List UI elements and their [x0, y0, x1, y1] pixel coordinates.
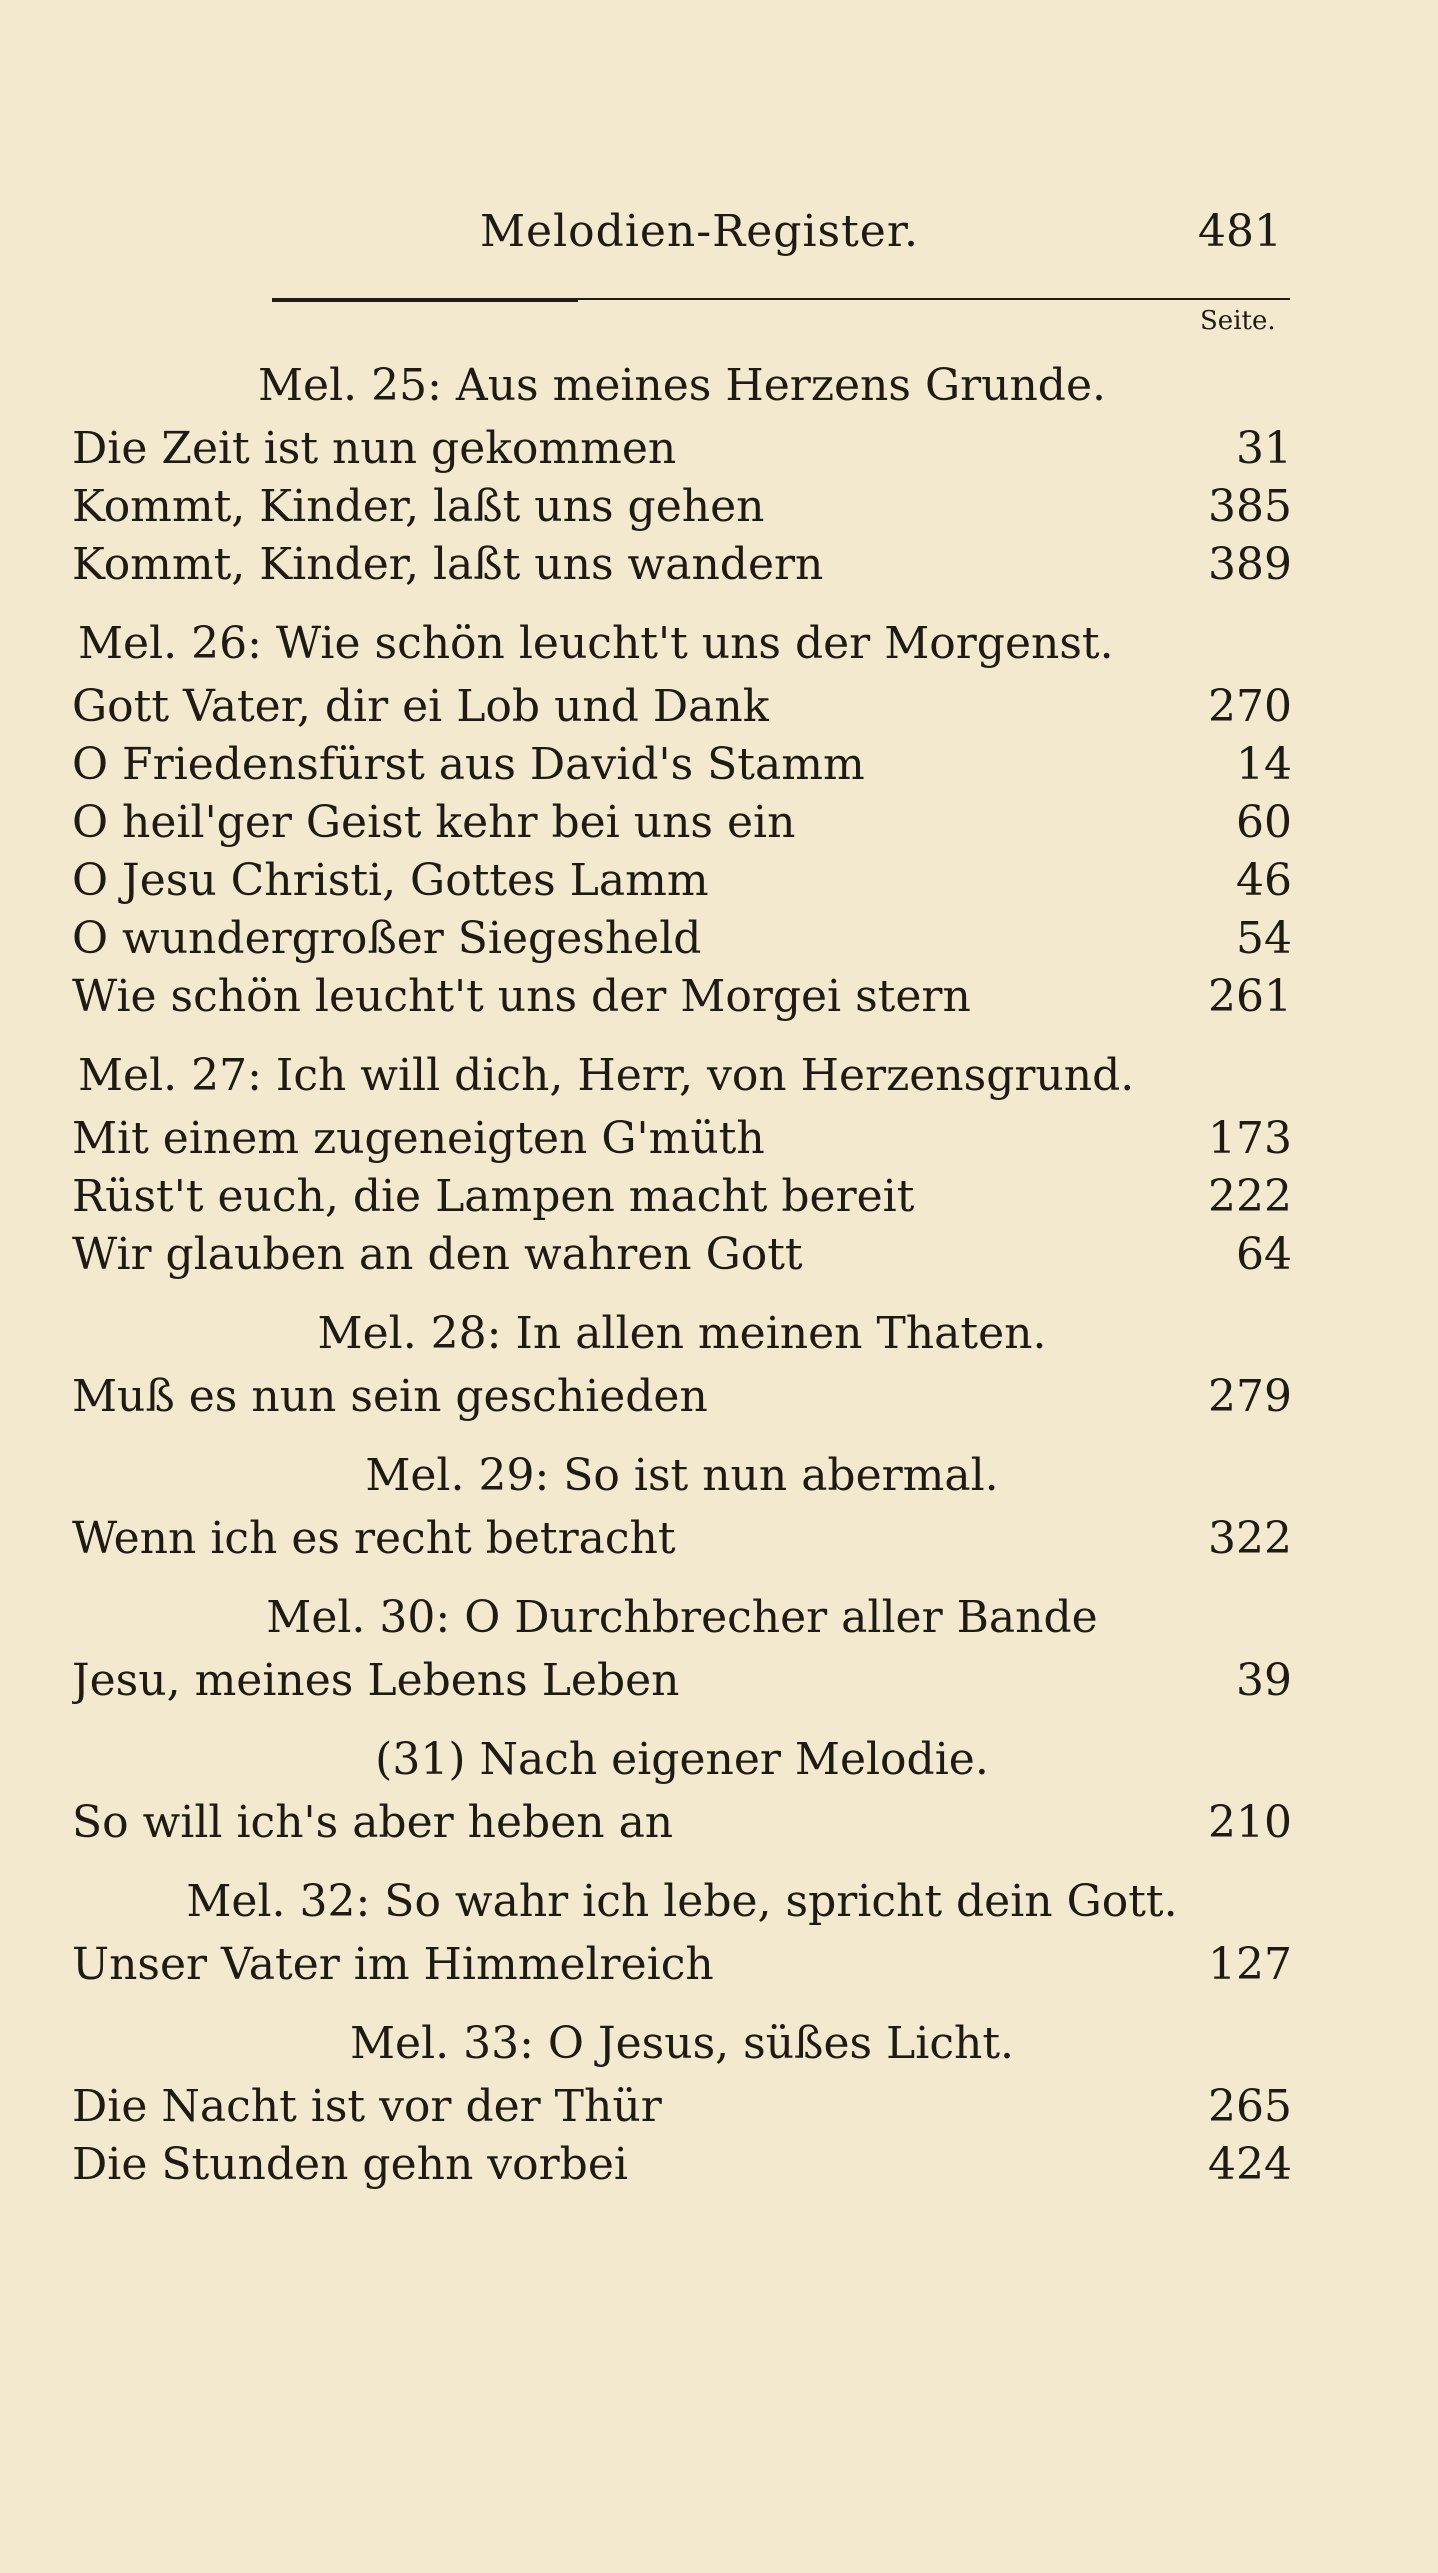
register-entry — [72, 478, 1292, 536]
hymn-title: O heil'ger Geist kehr bei uns ein — [72, 797, 796, 848]
hymn-page-number: 322 — [1208, 1513, 1292, 1564]
section-spacer — [72, 1288, 1292, 1300]
hymn-title: Kommt, Kinder, laßt uns wandern — [72, 539, 824, 590]
hymn-page-number: 261 — [1208, 971, 1292, 1022]
hymn-page-number: 222 — [1208, 1171, 1292, 1222]
hymn-page-number: 385 — [1208, 481, 1292, 532]
register-entry — [72, 2136, 1292, 2194]
register-section — [72, 1868, 1292, 1994]
register-entry — [72, 420, 1292, 478]
hymn-title: Unser Vater im Himmelreich — [72, 1939, 714, 1990]
register-section — [72, 1584, 1292, 1710]
hymn-page-number: 14 — [1236, 739, 1292, 790]
register-entry — [72, 678, 1292, 736]
hymn-page-number: 39 — [1236, 1655, 1292, 1706]
melody-heading: Mel. 27: Ich will dich, Herr, von Herzensgrund. — [78, 1050, 1135, 1101]
header-rule-thick — [272, 298, 578, 302]
register-entry — [72, 1226, 1292, 1284]
hymn-page-number: 173 — [1208, 1113, 1292, 1164]
register-entry — [72, 1652, 1292, 1710]
register-section — [72, 1726, 1292, 1852]
melody-heading: Mel. 30: O Durchbrecher aller Bande — [266, 1592, 1098, 1643]
section-spacer — [72, 2198, 1292, 2210]
hymn-title: Kommt, Kinder, laßt uns gehen — [72, 481, 765, 532]
melody-heading: (31) Nach eigener Melodie. — [375, 1734, 989, 1785]
hymn-page-number: 210 — [1208, 1797, 1292, 1848]
register-entry — [72, 536, 1292, 594]
section-spacer — [72, 598, 1292, 610]
register-entry — [72, 968, 1292, 1026]
hymn-title: Rüst't euch, die Lampen macht bereit — [72, 1171, 915, 1222]
register-entry — [72, 1110, 1292, 1168]
hymn-page-number: 127 — [1208, 1939, 1292, 1990]
melody-register-list — [72, 352, 1292, 2210]
hymn-page-number: 265 — [1208, 2081, 1292, 2132]
running-head-title: Melodien-Register. — [480, 206, 920, 257]
melody-heading: Mel. 26: Wie schön leucht't uns der Morgenst. — [78, 618, 1114, 669]
section-spacer — [72, 1430, 1292, 1442]
header-rule-thin — [578, 298, 1290, 300]
section-spacer — [72, 1998, 1292, 2010]
hymn-title: O Jesu Christi, Gottes Lamm — [72, 855, 709, 906]
hymn-title: Jesu, meines Lebens Leben — [72, 1655, 680, 1706]
hymn-page-number: 46 — [1236, 855, 1292, 906]
register-section — [72, 2010, 1292, 2194]
hymn-title: Gott Vater, dir ei Lob und Dank — [72, 681, 770, 732]
hymn-title: Muß es nun sein geschieden — [72, 1371, 708, 1422]
register-section — [72, 352, 1292, 594]
section-spacer — [72, 1714, 1292, 1726]
hymn-page-number: 424 — [1208, 2139, 1292, 2190]
melody-heading: Mel. 25: Aus meines Herzens Grunde. — [257, 360, 1106, 411]
hymn-page-number: 64 — [1236, 1229, 1292, 1280]
section-spacer — [72, 1572, 1292, 1584]
melody-heading: Mel. 33: O Jesus, süßes Licht. — [350, 2018, 1014, 2069]
hymn-title: O wundergroßer Siegesheld — [72, 913, 702, 964]
hymn-title: O Friedensfürst aus David's Stamm — [72, 739, 865, 790]
register-entry — [72, 1936, 1292, 1994]
hymn-page-number: 31 — [1236, 423, 1292, 474]
hymn-title: Die Nacht ist vor der Thür — [72, 2081, 662, 2132]
melody-heading: Mel. 32: So wahr ich lebe, spricht dein Gott. — [186, 1876, 1178, 1927]
hymn-page-number: 279 — [1208, 1371, 1292, 1422]
register-entry — [72, 910, 1292, 968]
page-column-label: Seite. — [1200, 306, 1276, 336]
register-section — [72, 1442, 1292, 1568]
section-spacer — [72, 1030, 1292, 1042]
register-section — [72, 610, 1292, 1026]
section-spacer — [72, 1856, 1292, 1868]
register-entry — [72, 1510, 1292, 1568]
register-entry — [72, 736, 1292, 794]
hymn-title: Die Stunden gehn vorbei — [72, 2139, 628, 2190]
melody-heading: Mel. 29: So ist nun abermal. — [365, 1450, 999, 1501]
hymn-title: Mit einem zugeneigten G'müth — [72, 1113, 765, 1164]
register-entry — [72, 2078, 1292, 2136]
hymn-title: Wie schön leucht't uns der Morgei stern — [72, 971, 971, 1022]
hymn-title: Wir glauben an den wahren Gott — [72, 1229, 803, 1280]
hymn-title: Die Zeit ist nun gekommen — [72, 423, 677, 474]
hymn-page-number: 54 — [1236, 913, 1292, 964]
hymn-page-number: 270 — [1208, 681, 1292, 732]
register-entry — [72, 794, 1292, 852]
page-number: 481 — [1198, 206, 1282, 257]
register-entry — [72, 852, 1292, 910]
register-section — [72, 1042, 1292, 1284]
hymn-title: So will ich's aber heben an — [72, 1797, 674, 1848]
hymn-page-number: 389 — [1208, 539, 1292, 590]
melody-heading: Mel. 28: In allen meinen Thaten. — [317, 1308, 1047, 1359]
register-entry — [72, 1368, 1292, 1426]
register-section — [72, 1300, 1292, 1426]
hymn-page-number: 60 — [1236, 797, 1292, 848]
hymn-title: Wenn ich es recht betracht — [72, 1513, 676, 1564]
register-entry — [72, 1794, 1292, 1852]
register-entry — [72, 1168, 1292, 1226]
